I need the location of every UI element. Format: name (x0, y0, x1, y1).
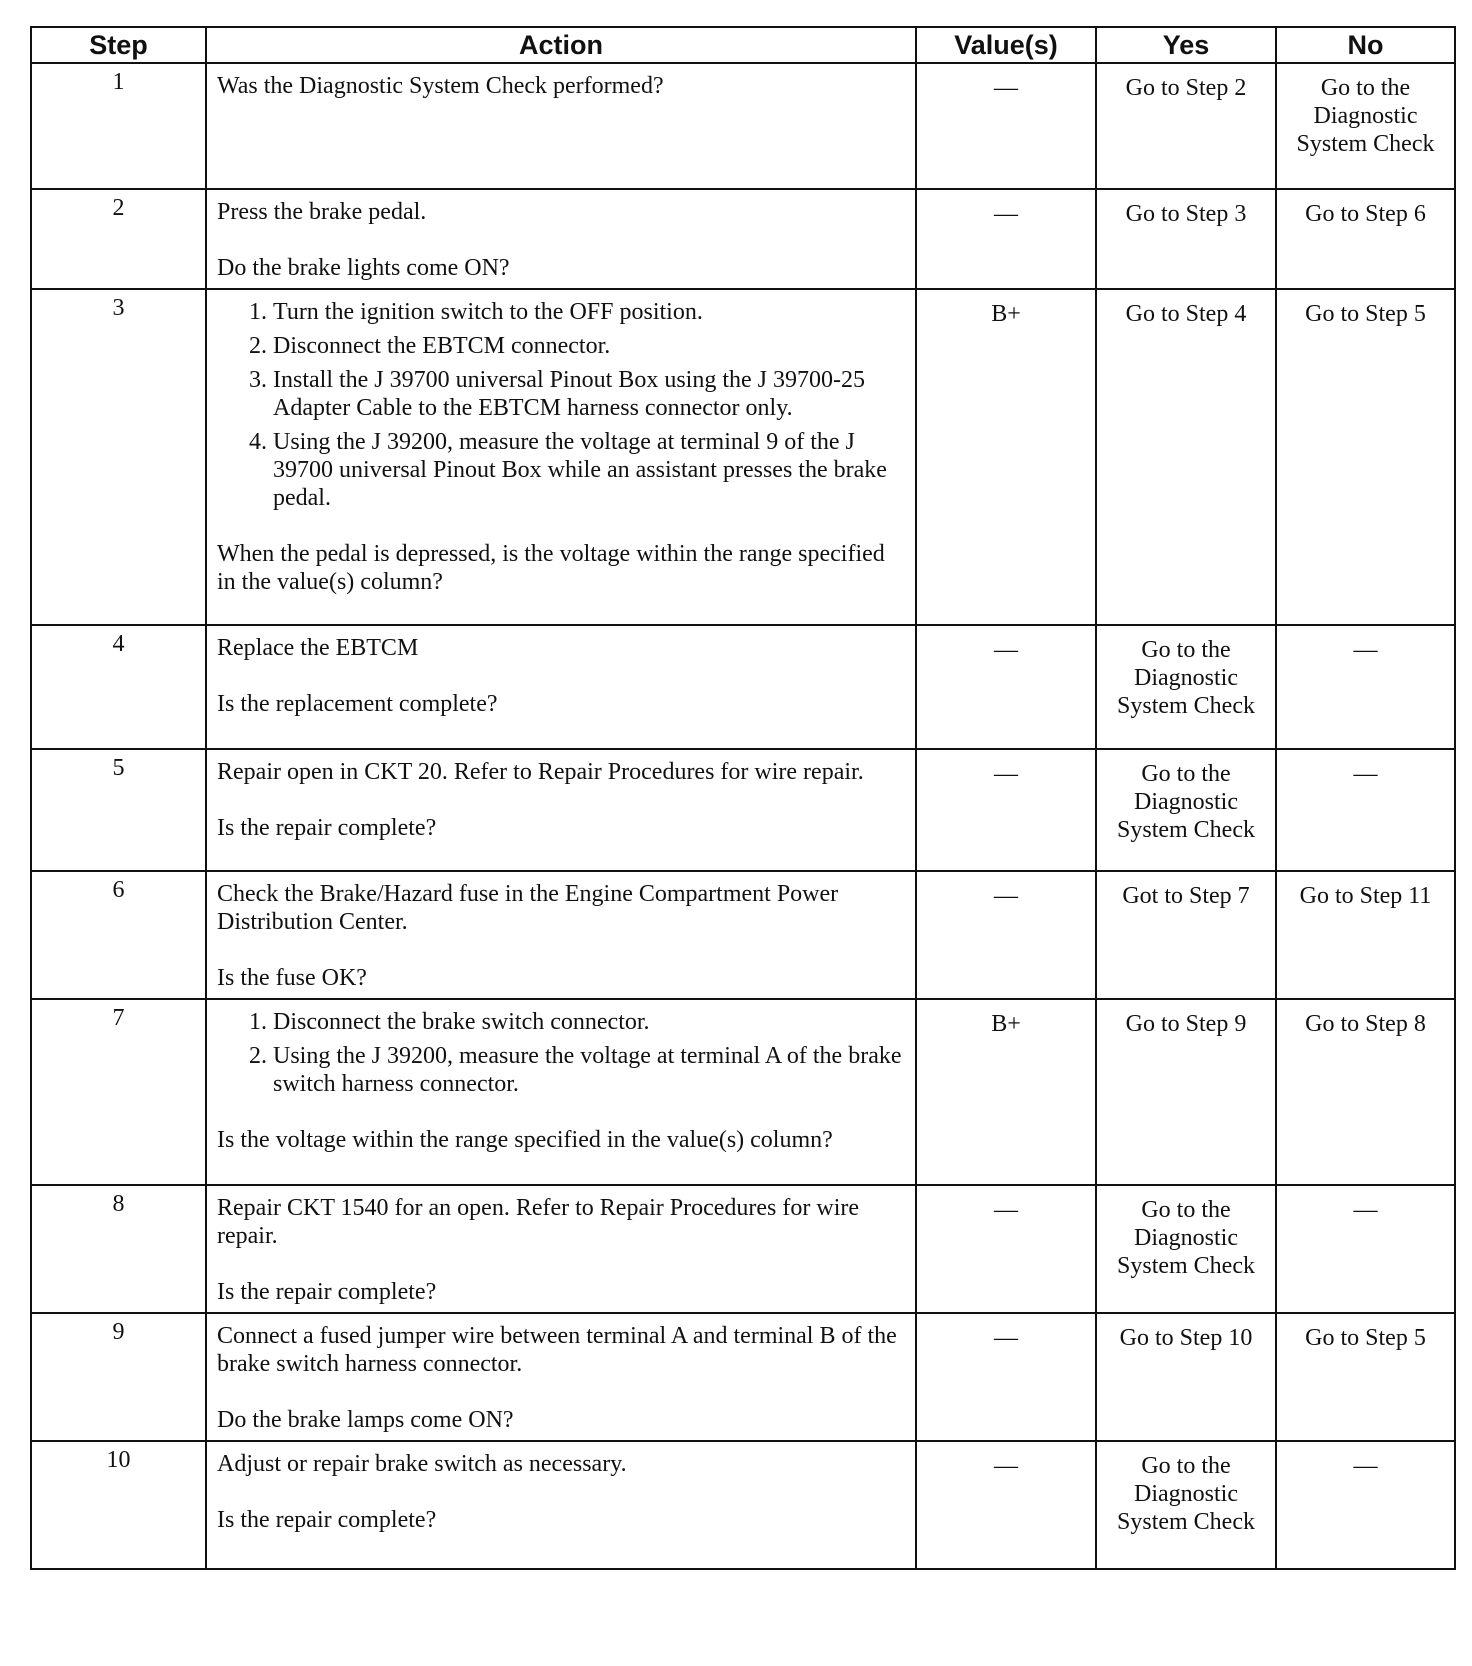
header-action: Action (206, 27, 916, 63)
action-text: Repair open in CKT 20. Refer to Repair Procedures for wire repair. (217, 759, 864, 785)
table-row (31, 63, 1455, 189)
action-question: Is the repair complete? (217, 1507, 437, 1533)
value-cell: — (916, 871, 1096, 999)
value-cell: — (916, 1313, 1096, 1441)
table-row (31, 189, 1455, 289)
value-cell: — (916, 625, 1096, 749)
action-step-item: 3. Install the J 39700 universal Pinout Box using the J 39700-25 Adapter Cable to the EBTCM harness connector only. (273, 366, 905, 422)
action-step-item: 1. Disconnect the brake switch connector. (273, 1008, 905, 1036)
header-values: Value(s) (916, 27, 1096, 63)
step-number: 1 (31, 63, 206, 189)
step-number: 3 (31, 289, 206, 625)
action-step-item: 1. Turn the ignition switch to the OFF position. (273, 298, 905, 326)
action-cell (206, 871, 916, 999)
action-text: Replace the EBTCM (217, 635, 419, 661)
table-body (31, 63, 1455, 1569)
action-cell (206, 749, 916, 871)
yes-cell: Go to Step 10 (1096, 1313, 1276, 1441)
value-cell: — (916, 749, 1096, 871)
yes-cell: Go to the Diagnostic System Check (1096, 1441, 1276, 1569)
table-row (31, 1441, 1455, 1569)
action-question: Is the repair complete? (217, 1279, 437, 1305)
action-text: Press the brake pedal. (217, 199, 427, 225)
yes-cell: Go to Step 9 (1096, 999, 1276, 1185)
value-cell: — (916, 63, 1096, 189)
no-cell: — (1276, 1185, 1455, 1313)
yes-cell: Go to Step 2 (1096, 63, 1276, 189)
action-cell (206, 1313, 916, 1441)
diagnostic-table (30, 26, 1456, 1570)
header-step: Step (31, 27, 206, 63)
action-question: Do the brake lights come ON? (217, 255, 510, 281)
value-cell: — (916, 1185, 1096, 1313)
action-step-item: 2. Using the J 39200, measure the voltage at terminal A of the brake switch harness connector. (273, 1042, 905, 1098)
yes-cell: Go to Step 3 (1096, 189, 1276, 289)
action-text: Check the Brake/Hazard fuse in the Engine Compartment Power Distribution Center. (217, 881, 839, 935)
step-number: 7 (31, 999, 206, 1185)
table-row (31, 289, 1455, 625)
action-steps-list (217, 298, 905, 512)
yes-cell: Go to the Diagnostic System Check (1096, 749, 1276, 871)
header-no: No (1276, 27, 1455, 63)
step-number: 6 (31, 871, 206, 999)
action-cell (206, 63, 916, 189)
action-cell (206, 1441, 916, 1569)
value-cell: — (916, 1441, 1096, 1569)
action-question: Is the repair complete? (217, 815, 437, 841)
action-cell (206, 625, 916, 749)
table-header (31, 27, 1455, 63)
action-question: Is the replacement complete? (217, 691, 498, 717)
table-row (31, 871, 1455, 999)
step-number: 5 (31, 749, 206, 871)
table-row (31, 749, 1455, 871)
step-number: 8 (31, 1185, 206, 1313)
yes-cell: Got to Step 7 (1096, 871, 1276, 999)
action-cell (206, 189, 916, 289)
no-cell: — (1276, 749, 1455, 871)
yes-cell: Go to Step 4 (1096, 289, 1276, 625)
no-cell: — (1276, 625, 1455, 749)
action-text: Adjust or repair brake switch as necessary. (217, 1451, 627, 1477)
action-question: Is the voltage within the range specified in the value(s) column? (217, 1127, 833, 1153)
table-row (31, 999, 1455, 1185)
action-text: Was the Diagnostic System Check performed? (217, 73, 664, 99)
no-cell: Go to Step 5 (1276, 1313, 1455, 1441)
step-number: 10 (31, 1441, 206, 1569)
header-row (31, 27, 1455, 63)
value-cell: B+ (916, 999, 1096, 1185)
no-cell: Go to the Diagnostic System Check (1276, 63, 1455, 189)
action-cell (206, 999, 916, 1185)
action-cell (206, 289, 916, 625)
no-cell: Go to Step 5 (1276, 289, 1455, 625)
action-question: Is the fuse OK? (217, 965, 367, 991)
diagnostic-table-document (30, 26, 1454, 1570)
table-row (31, 625, 1455, 749)
action-step-item: 2. Disconnect the EBTCM connector. (273, 332, 905, 360)
step-number: 4 (31, 625, 206, 749)
header-yes: Yes (1096, 27, 1276, 63)
action-steps-list (217, 1008, 905, 1098)
action-question: When the pedal is depressed, is the voltage within the range specified in the value(s) column? (217, 541, 885, 595)
step-number: 9 (31, 1313, 206, 1441)
no-cell: Go to Step 8 (1276, 999, 1455, 1185)
action-step-item: 4. Using the J 39200, measure the voltage at terminal 9 of the J 39700 universal Pinout Box while an assistant presses the brake pedal. (273, 428, 905, 512)
no-cell: Go to Step 11 (1276, 871, 1455, 999)
yes-cell: Go to the Diagnostic System Check (1096, 625, 1276, 749)
action-question: Do the brake lamps come ON? (217, 1407, 514, 1433)
no-cell: Go to Step 6 (1276, 189, 1455, 289)
value-cell: — (916, 189, 1096, 289)
action-text: Repair CKT 1540 for an open. Refer to Repair Procedures for wire repair. (217, 1195, 860, 1249)
yes-cell: Go to the Diagnostic System Check (1096, 1185, 1276, 1313)
action-cell (206, 1185, 916, 1313)
step-number: 2 (31, 189, 206, 289)
no-cell: — (1276, 1441, 1455, 1569)
action-text: Connect a fused jumper wire between terminal A and terminal B of the brake switch harness connector. (217, 1323, 897, 1377)
table-row (31, 1185, 1455, 1313)
value-cell: B+ (916, 289, 1096, 625)
table-row (31, 1313, 1455, 1441)
